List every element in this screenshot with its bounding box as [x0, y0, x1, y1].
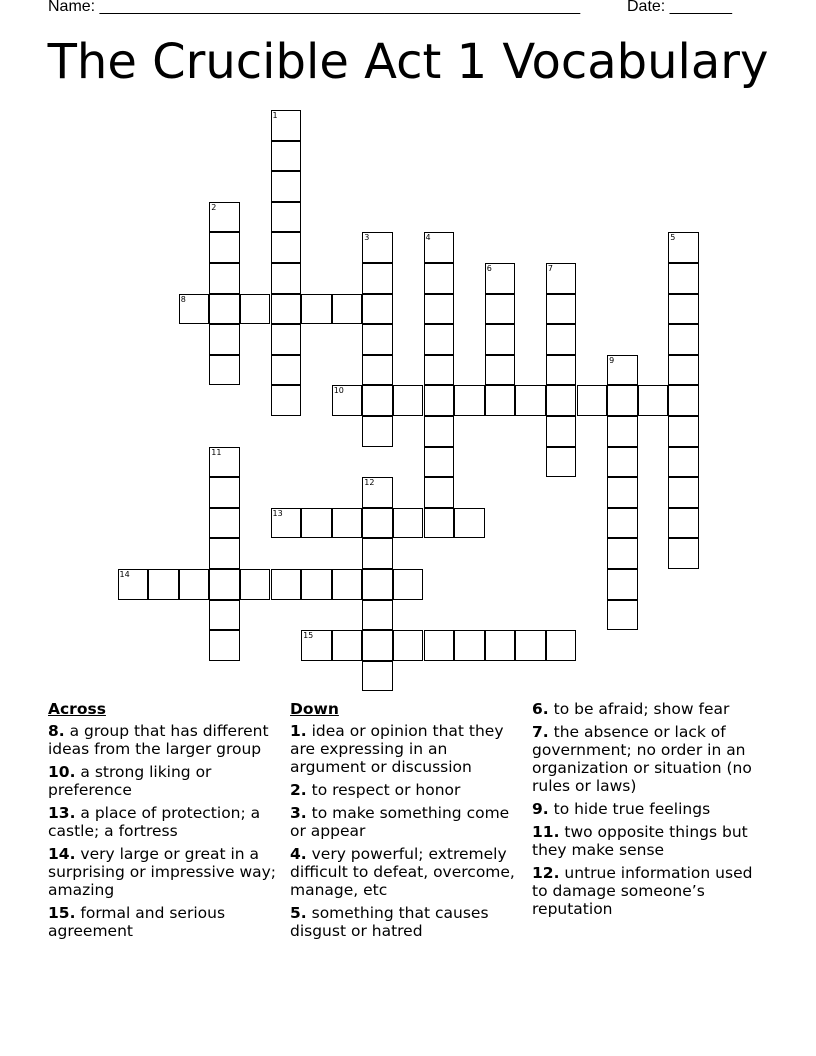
cell-number: 13 — [272, 508, 283, 518]
crossword-cell[interactable] — [668, 324, 699, 355]
crossword-cell[interactable] — [546, 630, 577, 661]
clue-text: to make something come or appear — [290, 804, 510, 840]
clue — [532, 823, 768, 859]
cell-number: 7 — [547, 264, 553, 273]
crossword-cell[interactable] — [362, 232, 393, 263]
clue-number: 14. — [48, 845, 76, 863]
crossword-cell[interactable] — [362, 508, 393, 539]
crossword-cell[interactable] — [209, 355, 240, 386]
clue — [532, 800, 768, 818]
crossword-cell[interactable] — [209, 202, 240, 233]
clue-text: a strong liking or preference — [48, 763, 212, 799]
crossword-cell[interactable] — [118, 569, 149, 600]
clue-number: 11. — [532, 823, 560, 841]
clue — [48, 845, 284, 899]
crossword-cell[interactable] — [607, 600, 638, 631]
crossword-cell[interactable] — [424, 385, 455, 416]
page-title: The Crucible Act 1 Vocabulary — [47, 34, 769, 90]
crossword-cell[interactable] — [424, 232, 455, 263]
clue — [290, 722, 522, 776]
clue — [290, 845, 522, 899]
clue — [48, 804, 284, 840]
crossword-cell[interactable] — [209, 232, 240, 263]
crossword-cell[interactable] — [362, 569, 393, 600]
crossword-cell[interactable] — [362, 416, 393, 447]
down-clue-list-continued — [532, 700, 768, 918]
crossword-cell[interactable] — [424, 263, 455, 294]
clue — [290, 781, 522, 799]
crossword-cell[interactable] — [454, 385, 485, 416]
crossword-cell[interactable] — [362, 661, 393, 692]
crossword-cell[interactable] — [515, 385, 546, 416]
crossword-cell[interactable] — [607, 569, 638, 600]
crossword-cell[interactable] — [668, 538, 699, 569]
across-clue-list — [48, 722, 284, 940]
crossword-cell[interactable] — [362, 630, 393, 661]
crossword-cell[interactable] — [485, 630, 516, 661]
crossword-cell[interactable] — [668, 294, 699, 325]
clue-number: 7. — [532, 723, 549, 741]
crossword-cell[interactable] — [424, 630, 455, 661]
crossword-cell[interactable] — [301, 508, 332, 539]
down-heading: Down — [290, 700, 339, 718]
crossword-cell[interactable] — [546, 294, 577, 325]
crossword-cell[interactable] — [362, 477, 393, 508]
crossword-cell[interactable] — [271, 385, 302, 416]
crossword-cell[interactable] — [271, 569, 302, 600]
crossword-cell[interactable] — [271, 110, 302, 141]
crossword-cell[interactable] — [485, 355, 516, 386]
clue-number: 2. — [290, 781, 307, 799]
crossword-cell[interactable] — [209, 508, 240, 539]
cell-number: 5 — [670, 233, 676, 243]
cell-number: 15 — [303, 631, 314, 641]
clue-text: to respect or honor — [306, 781, 461, 799]
cell-number: 6 — [486, 264, 492, 273]
clue-text: a place of protection; a castle; a fortress — [48, 804, 261, 840]
crossword-cell[interactable] — [271, 294, 302, 325]
cell-number: 14 — [119, 570, 130, 579]
crossword-cell[interactable] — [362, 355, 393, 386]
crossword-cell[interactable] — [668, 355, 699, 386]
cell-number: 8 — [180, 294, 186, 304]
cell-number: 1 — [272, 111, 278, 120]
crossword-cell[interactable] — [607, 447, 638, 478]
crossword-cell[interactable] — [485, 385, 516, 416]
clue-text: something that causes disgust or hatred — [290, 904, 489, 940]
crossword-cell[interactable] — [607, 385, 638, 416]
clue-number: 15. — [48, 904, 76, 922]
crossword-cell[interactable] — [240, 569, 271, 600]
clue-number: 5. — [290, 904, 307, 922]
crossword-cell[interactable] — [301, 569, 332, 600]
crossword-cell[interactable] — [332, 385, 363, 416]
clue-text: a group that has different ideas from the larger group — [48, 722, 269, 758]
clue-number: 10. — [48, 763, 76, 781]
crossword-cell[interactable] — [546, 447, 577, 478]
crossword-cell[interactable] — [607, 508, 638, 539]
clue — [532, 700, 768, 718]
crossword-cell[interactable] — [301, 294, 332, 325]
crossword-cell[interactable] — [668, 477, 699, 508]
clue-number: 12. — [532, 864, 560, 882]
clue-text: to be afraid; show fear — [548, 700, 730, 718]
crossword-cell[interactable] — [240, 294, 271, 325]
cell-number: 3 — [364, 233, 370, 243]
clue-number: 1. — [290, 722, 307, 740]
clue-text: very powerful; extremely difficult to defeat, overcome, manage, etc — [290, 845, 515, 899]
date-field: Date: _______ — [627, 0, 732, 15]
crossword-cell[interactable] — [668, 263, 699, 294]
crossword-cell[interactable] — [546, 385, 577, 416]
clue — [48, 722, 284, 758]
crossword-cell[interactable] — [668, 232, 699, 263]
clue-text: the absence or lack of government; no order in an organization or situation (no rules or laws) — [532, 723, 752, 795]
clue-text: to hide true feelings — [548, 800, 711, 818]
crossword-cell[interactable] — [301, 630, 332, 661]
clues-down-column — [290, 700, 522, 945]
crossword-cell[interactable] — [332, 569, 363, 600]
crossword-cell[interactable] — [607, 477, 638, 508]
clue — [532, 723, 768, 795]
crossword-cell[interactable] — [393, 385, 424, 416]
cell-number: 9 — [609, 355, 615, 365]
crossword-cell[interactable] — [424, 477, 455, 508]
clue-number: 13. — [48, 804, 76, 822]
cell-number: 2 — [211, 202, 217, 212]
crossword-cell[interactable] — [577, 385, 608, 416]
crossword-cell[interactable] — [271, 232, 302, 263]
crossword-cell[interactable] — [424, 294, 455, 325]
crossword-cell[interactable] — [148, 569, 179, 600]
clue-number: 9. — [532, 800, 549, 818]
clue-number: 4. — [290, 845, 307, 863]
clue-number: 3. — [290, 804, 307, 822]
clue — [290, 904, 522, 940]
crossword-cell[interactable] — [362, 538, 393, 569]
cell-number: 10 — [333, 386, 344, 396]
crossword-cell[interactable] — [209, 294, 240, 325]
crossword-cell[interactable] — [485, 294, 516, 325]
cell-number: 11 — [211, 447, 222, 457]
crossword-cell[interactable] — [424, 447, 455, 478]
crossword-cell[interactable] — [607, 538, 638, 569]
clues-down-column-continued — [532, 700, 768, 923]
crossword-cell[interactable] — [362, 600, 393, 631]
crossword-cell[interactable] — [271, 202, 302, 233]
crossword-cell[interactable] — [209, 263, 240, 294]
crossword-cell[interactable] — [209, 630, 240, 661]
clue — [290, 804, 522, 840]
crossword-cell[interactable] — [332, 630, 363, 661]
crossword-cell[interactable] — [362, 324, 393, 355]
clue — [48, 904, 284, 940]
clues-across-column — [48, 700, 284, 945]
crossword-cell[interactable] — [271, 324, 302, 355]
crossword-cell[interactable] — [607, 416, 638, 447]
crossword-cell[interactable] — [607, 355, 638, 386]
crossword-cell[interactable] — [179, 294, 210, 325]
crossword-cell[interactable] — [209, 447, 240, 478]
crossword-cell[interactable] — [424, 416, 455, 447]
crossword-cell[interactable] — [454, 630, 485, 661]
crossword-cell[interactable] — [668, 508, 699, 539]
crossword-cell[interactable] — [209, 600, 240, 631]
crossword-cell[interactable] — [424, 508, 455, 539]
crossword-cell[interactable] — [668, 385, 699, 416]
crossword-cell[interactable] — [209, 477, 240, 508]
clue-text: formal and serious agreement — [48, 904, 226, 940]
crossword-cell[interactable] — [546, 355, 577, 386]
crossword-cell[interactable] — [271, 508, 302, 539]
clue-text: idea or opinion that they are expressing in an argument or discussion — [290, 722, 504, 776]
clue-text: very large or great in a surprising or impressive way; amazing — [48, 845, 277, 899]
crossword-cell[interactable] — [668, 416, 699, 447]
crossword-cell[interactable] — [424, 355, 455, 386]
crossword-cell[interactable] — [332, 294, 363, 325]
crossword-cell[interactable] — [454, 508, 485, 539]
crossword-cell[interactable] — [179, 569, 210, 600]
crossword-cell[interactable] — [209, 538, 240, 569]
crossword-cell[interactable] — [638, 385, 669, 416]
cell-number: 12 — [364, 478, 375, 488]
crossword-cell[interactable] — [668, 447, 699, 478]
crossword-cell[interactable] — [332, 508, 363, 539]
crossword-cell[interactable] — [546, 416, 577, 447]
crossword-cell[interactable] — [271, 355, 302, 386]
clue — [532, 864, 768, 918]
crossword-cell[interactable] — [515, 630, 546, 661]
crossword-cell[interactable] — [485, 324, 516, 355]
crossword-cell[interactable] — [209, 569, 240, 600]
cell-number: 4 — [425, 233, 431, 243]
crossword-cell[interactable] — [209, 324, 240, 355]
crossword-cell[interactable] — [362, 294, 393, 325]
crossword-cell[interactable] — [271, 263, 302, 294]
crossword-cell[interactable] — [424, 324, 455, 355]
crossword-cell[interactable] — [393, 630, 424, 661]
across-heading: Across — [48, 700, 106, 718]
clue-number: 6. — [532, 700, 549, 718]
crossword-cell[interactable] — [362, 263, 393, 294]
crossword-cell[interactable] — [271, 171, 302, 202]
clue-text: two opposite things but they make sense — [532, 823, 748, 859]
crossword-cell[interactable] — [393, 569, 424, 600]
down-clue-list — [290, 722, 522, 940]
crossword-cell[interactable] — [546, 324, 577, 355]
crossword-cell[interactable] — [271, 141, 302, 172]
clue-text: untrue information used to damage someone’s reputation — [532, 864, 753, 918]
clue-number: 8. — [48, 722, 65, 740]
name-field: Name: ______________________________________________________ — [48, 0, 581, 15]
clue — [48, 763, 284, 799]
crossword-cell[interactable] — [393, 508, 424, 539]
crossword-cell[interactable] — [485, 263, 516, 294]
crossword-cell[interactable] — [362, 385, 393, 416]
crossword-cell[interactable] — [546, 263, 577, 294]
